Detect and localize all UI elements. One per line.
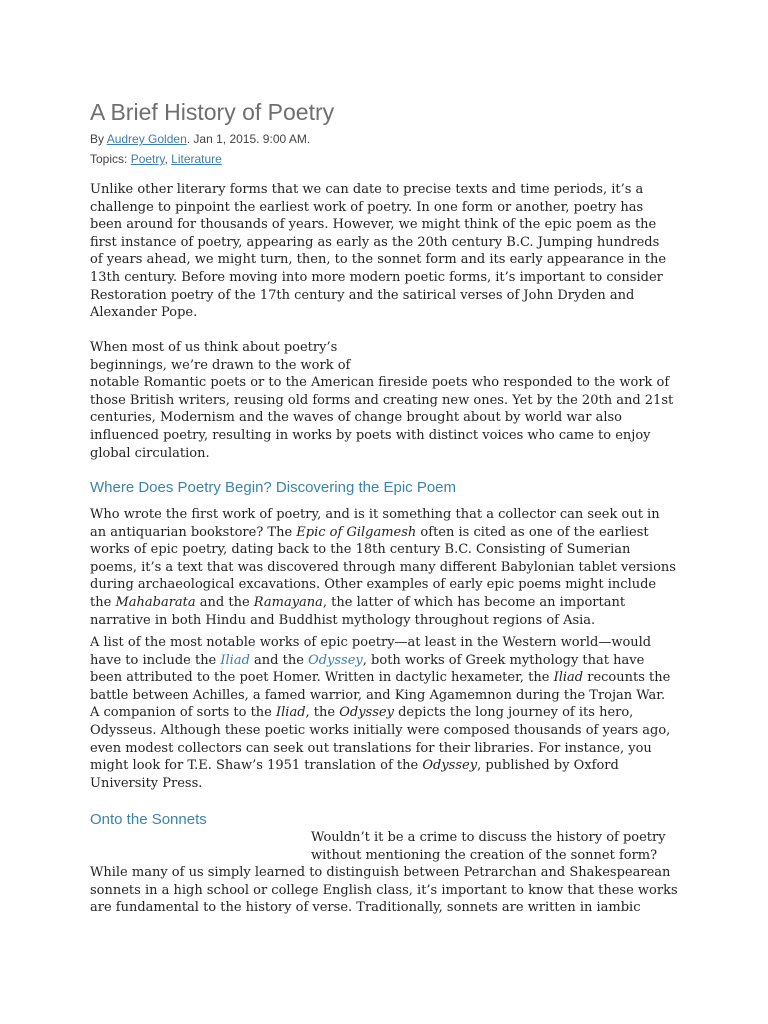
text-line: Wouldn’t it be a crime to discuss the history of poetry — [311, 830, 666, 845]
odyssey-link[interactable]: Odyssey — [308, 652, 363, 668]
text-line: Unlike other literary forms that we can date to precise texts and time periods, it’s a — [90, 182, 644, 197]
text-line: been attributed to the poet Homer. Written in dactylic hexameter, the Iliad recounts the — [90, 670, 671, 686]
work-title: Ramayana — [253, 594, 323, 610]
text-line: While many of us simply learned to distinguish between Petrarchan and Shakespearean — [90, 865, 671, 881]
text-line: Odysseus. Although these poetic works initially were composed thousands of years ago, — [90, 722, 671, 738]
text-line: Alexander Pope. — [90, 305, 198, 321]
text-line: A list of the most notable works of epic poetry—at least in the Western world—would — [90, 635, 652, 650]
text-line: have to include the Iliad and the Odyssey, both works of Greek mythology that have — [90, 652, 645, 668]
paragraph-sonnets — [90, 829, 680, 917]
paragraph-homer — [90, 634, 680, 792]
text-line: notable Romantic poets or to the American fireside poets who responded to the work of — [90, 375, 670, 391]
topic-link-literature[interactable]: Literature — [171, 152, 222, 166]
text-line: When most of us think about poetry’s — [90, 340, 338, 355]
text-line: University Press. — [90, 775, 203, 791]
text-line: without mentioning the creation of the sonnet form? — [311, 847, 658, 863]
page-title: A Brief History of Poetry — [90, 99, 335, 125]
paragraph-beginnings — [90, 339, 680, 462]
text-line: Restoration poetry of the 17th century and the satirical verses of John Dryden and — [90, 287, 635, 303]
paragraph-epic-origins — [90, 506, 680, 629]
text-line: battle between Achilles, a famed warrior, and King Agamemnon during the Trojan War. — [90, 687, 666, 703]
text-line: works of epic poetry, dating back to the 18th century B.C. Consisting of Sumerian — [90, 542, 631, 558]
work-title: Odyssey — [339, 705, 394, 721]
text-line: Who wrote the first work of poetry, and is it something that a collector can seek out in — [90, 507, 660, 522]
text-line: narrative in both Hindu and Buddhist mythology throughout regions of Asia. — [90, 612, 596, 628]
text-line: influenced poetry, resulting in works by poets with distinct voices who came to enjoy — [90, 427, 651, 443]
byline-prefix: By — [90, 132, 107, 146]
topics-separator: , — [164, 152, 172, 166]
text-line: first instance of poetry, appearing as early as the 20th century B.C. Jumping hundreds — [90, 234, 660, 250]
text-line: been around for thousands of years. However, we might think of the epic poem as the — [90, 217, 657, 233]
text-line: poems, it’s a text that was discovered through many different Babylonian tablet versions — [90, 559, 676, 575]
text-line: even modest collectors can seek out translations for their libraries. For instance, you — [90, 740, 652, 756]
iliad-link[interactable]: Iliad — [220, 652, 250, 668]
work-title: Iliad — [276, 705, 306, 721]
text-line: the Mahabarata and the Ramayana, the latter of which has become an important — [90, 594, 626, 610]
byline — [90, 132, 310, 146]
paragraph-intro — [90, 181, 680, 322]
author-link[interactable]: Audrey Golden — [106, 132, 187, 146]
text-line: 13th century. Before moving into more modern poetic forms, it’s important to consider — [90, 269, 663, 285]
text-line: an antiquarian bookstore? The Epic of Gilgamesh often is cited as one of the earliest — [90, 524, 649, 540]
section-heading-epic-poem: Where Does Poetry Begin? Discovering the Epic Poem — [90, 479, 457, 496]
text-line: during archaeological excavations. Other examples of early epic poems might include — [90, 577, 657, 593]
byline-date: . Jan 1, 2015. 9:00 AM. — [186, 132, 311, 146]
work-title: Epic of Gilgamesh — [296, 524, 417, 540]
work-title: Mahabarata — [115, 594, 196, 610]
topic-link-poetry[interactable]: Poetry — [130, 152, 165, 166]
topics-prefix: Topics: — [90, 152, 131, 166]
text-line: beginnings, we’re drawn to the work of — [90, 357, 351, 373]
work-title: Odyssey — [422, 758, 478, 774]
topics — [90, 152, 222, 166]
text-line: global circulation. — [90, 445, 210, 461]
text-line: are fundamental to the history of verse. Traditionally, sonnets are written in iambic — [90, 900, 641, 916]
section-heading-sonnets: Onto the Sonnets — [90, 811, 207, 828]
work-title: Iliad — [553, 670, 584, 686]
text-line: challenge to pinpoint the earliest work of poetry. In one form or another, poetry has — [90, 199, 644, 215]
text-line: sonnets in a high school or college English class, it’s important to know that these works — [90, 882, 678, 898]
text-line: A companion of sorts to the Iliad, the Odyssey depicts the long journey of its hero, — [90, 705, 634, 721]
text-line: centuries, Modernism and the waves of change brought about by world war also — [90, 410, 623, 426]
text-line: of years ahead, we might turn, then, to the sonnet form and its early appearance in the — [90, 252, 667, 268]
text-line: might look for T.E. Shaw’s 1951 translation of the Odyssey, published by Oxford — [90, 758, 619, 774]
text-line: those British writers, reusing old forms and creating new ones. Yet by the 20th and 21st — [90, 392, 674, 408]
